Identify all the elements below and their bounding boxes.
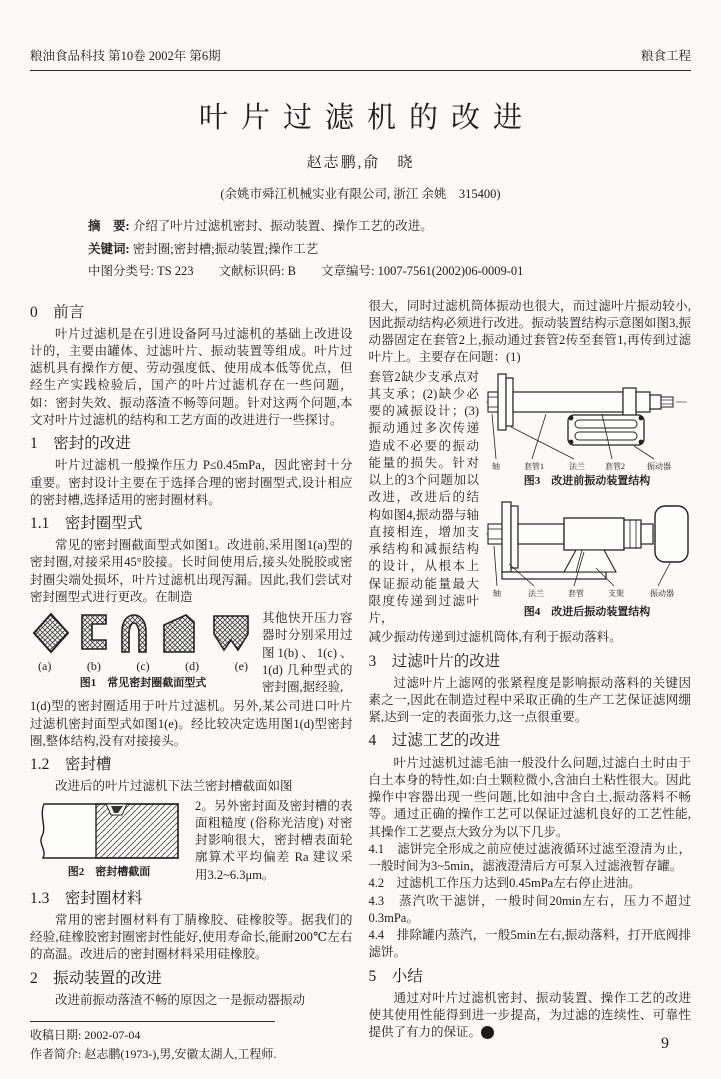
section-heading-0: 0 前言 [30,303,85,321]
figure-1 [30,610,256,690]
author-bio-line: 作者简介: 赵志鹏(1973-),男,安徽太湖人,工程师. [30,1047,277,1062]
seal-type-d-label: (d) [185,659,200,674]
vibration-figures-row [369,369,692,628]
keywords-label: 关键词: [88,241,130,256]
clc-line: 中图分类号: TS 223 文献标识码: B 文章编号: 1007-7561(2002)06-0009-01 [88,264,524,278]
paragraph-material: 常用的密封圈材料有丁腈橡胶、硅橡胶等。据我们的经验,硅橡胶密封圈密封性能好,使用寿命长,能耐200℃左右的高温。改进后的密封圈材料采用硅橡胶。 [30,912,353,962]
fig4-label-bracket: 支架 [608,588,624,598]
two-column-body [30,298,691,1065]
paragraph-seal-type-a: 常见的密封圈截面型式如图1。改进前,采用图1(a)型的密封圈,对接采用45°胶接。长时间使用后,接头处脱胶或密封圈尖端处损坏，叶片过滤机出现泻漏。因此,我们尝试对密封圈型式进行更改。在制造 [30,538,353,604]
fig3-label-sleeve2: 套管2 [605,461,625,471]
fig3-label-sleeve1: 套管1 [524,461,544,471]
section-heading-1-3: 1.3 密封圈材料 [30,889,143,907]
journal-issue-info: 粮油食品科技 第10卷 2002年 第6期 [30,49,221,63]
paragraph-step-4-1: 4.1 滤饼完全形成之前应使过滤液循环过滤至澄清为止，一般时间为3~5min，滤液澄清后方可泵入过滤液暂存罐。 [368,841,691,874]
summary-text: 通过对叶片过滤机密封、振动装置、操作工艺的改进使其使用性能得到进一步提高，为过滤的连续性、可靠性提供了有力的保证。 [368,990,691,1040]
figure-3-caption: 图3 改进前振动装置结构 [523,474,651,487]
fig3-label-flange: 法兰 [569,461,585,471]
section-heading-2: 2 振动装置的改进 [30,969,162,987]
abstract-line [88,215,633,238]
received-date-line: 收稿日期: 2002-07-04 [30,1028,141,1043]
section-heading-3: 3 过滤叶片的改进 [368,652,501,670]
footnote-divider [30,1021,275,1022]
section-heading-1: 1 密封的改进 [30,435,131,453]
paragraph-step-4-2: 4.2 过滤机工作压力达到0.45mPa左右停止进油。 [368,876,641,891]
figure-3 [483,369,691,488]
figure-4-caption: 图4 改进后振动装置结构 [523,605,651,618]
figure-4 [483,494,691,619]
article-affiliation: (余姚市舜江机械实业有限公司, 浙江 余姚 315400) [220,187,501,201]
figure-2-caption: 图2 密封槽截面 [67,865,151,878]
paragraph-groove-a: 改进后的叶片过滤机下法兰密封槽截面如图 [55,779,293,794]
vibration-figures [483,369,691,626]
abstract-label: 摘 要: [88,219,130,233]
figure-2 [30,798,188,879]
journal-header [30,46,691,71]
section-heading-1-1: 1.1 密封圈型式 [30,515,143,533]
paragraph-intro: 叶片过滤机是在引进设备阿马过滤机的基础上改进设计的，主要由罐体、过滤叶片、振动装置等组成。叶片过滤机具有操作方便、劳动强度低、使用成本低等优点，但经生产实践检验后，国产的叶片过滤机存在一些问题，如：密封失效、振动落渣不畅等问题。针对这两个问题,本文对叶片过滤机的结构和工艺方面的改进进行一些探讨。 [30,326,353,427]
seal-type-a-label: (a) [38,659,52,674]
section-heading-4: 4 过滤工艺的改进 [368,732,501,750]
seal-type-c-label: (c) [136,659,150,674]
fig4-label-vibrator: 振动器 [650,588,674,598]
article-meta [88,215,633,283]
fig4-label-flange: 法兰 [528,588,544,598]
vibration-device-before-image [484,369,690,473]
right-column [369,298,692,1065]
figure-1-labels [30,658,256,675]
paragraph-vibration-a: 改进前振动落渣不畅的原因之一是振动器振动 [55,992,306,1007]
keywords-text: 密封圈;密封槽;振动装置;操作工艺 [132,241,319,256]
figure-1-caption: 图1 常见密封圈截面型式 [79,676,207,689]
left-column [30,298,353,1065]
paragraph-groove-b: 2。另外密封面及密封槽的表面粗糙度 (俗称光洁度) 对密封影响很大，密封槽表面轮廓算术平均偏差 Ra 建议采用3.2~6.3μm。 [195,798,353,882]
paragraph-step-4-3: 4.3 蒸汽吹干滤饼，一般时间20min左右，压力不超过0.3mPa。 [368,893,691,925]
paragraph-vibration-b: 很大，同时过滤机筒体振动也很大，而过滤叶片振动较小,因此振动结构必须进行改进。振动装置结构示意图如图3,振动器固定在套管2上,振动通过套管2传至套管1,再传到过滤叶片上。主要存在问题：(1) [368,298,691,365]
paragraph-summary [369,990,692,1042]
journal-section-label: 粮食工程 [640,49,691,63]
paragraph-process: 叶片过滤机过滤毛油一般没什么问题,过滤白土时由于白土本身的特性,如:白土颗粒微小,含油白土粘性很大。因此操作中容器出现一些问题,比如油中含白土,振动落料不畅等。通过正确的操作工艺可以保证过滤机良好的工艺性能,其操作工艺要点大致分为以下几步。 [368,755,691,839]
figure-1-row [30,610,353,696]
footnote-block [30,1021,353,1064]
article-title: 叶片过滤机的改进 [198,102,535,134]
paragraph-step-4-4: 4.4 排除罐内蒸汽，一般5min左右,振动落料，打开底阀排滤饼。 [368,928,691,960]
fig3-label-shaft: 轴 [492,461,500,471]
keywords-line [88,238,633,261]
paragraph-leaf: 过滤叶片上滤网的张紧程度是影响振动落料的关键因素之一,因此在制造过程中采取正确的生产工艺保证滤网绷紧,达到一定的表面张力,这一点很重要。 [368,675,691,725]
paragraph-vibration-d: 减少振动传递到过滤机筒体,有利于振动落料。 [368,630,622,645]
paragraph-seal-type-c: 1(d)型的密封圈适用于叶片过滤机。另外,某公司进口叶片过滤机密封面型式如图1(e)。经比较决定选用图1(d)型密封圈,整体结构,没有对接接头。 [30,699,353,748]
seal-type-b-label: (b) [86,659,101,674]
section-heading-1-2: 1.2 密封槽 [30,756,112,774]
article-authors: 赵志鹏,俞 晓 [306,155,415,171]
paragraph-seal: 叶片过滤机一般操作压力 P≤0.45mPa，因此密封十分重要。密封设计主要在于选择合理的密封圈型式,设计相应的密封槽,选择适用的密封圈材料。 [30,458,353,507]
paragraph-seal-type-b: 其他快开压力容器时分别采用过图1(b)、1(c)、1(d) 几种型式的密封圈,据经验, [262,611,353,695]
page-number: 9 [661,1035,669,1052]
fig4-label-sleeve: 套管 [568,588,584,598]
fig4-label-shaft: 轴 [493,588,501,598]
section-heading-5: 5 小结 [368,967,423,985]
vibration-device-after-image [484,494,690,604]
seal-ring-cross-sections-image [30,610,256,660]
figure-2-row [30,798,353,884]
fig3-label-vibrator: 振动器 [647,461,671,471]
paragraph-vibration-c: 套管2缺少支承点对其支承；(2)缺少必要的减振设计；(3)振动通过多次传递造成不必要的振动能量的损失。针对以上的3个问题加以改进，改进后的结构如图4,振动器与轴直接相连，增加支承结构和减振结构的设计，从根本上保证振动能量最大限度传递到过滤叶片， [368,369,479,625]
seal-type-e-label: (e) [234,659,248,674]
end-of-article-mark: 完 [481,1026,494,1039]
seal-groove-section-image [34,798,184,864]
abstract-text: 介绍了叶片过滤机密封、振动装置、操作工艺的改进。 [132,219,433,233]
